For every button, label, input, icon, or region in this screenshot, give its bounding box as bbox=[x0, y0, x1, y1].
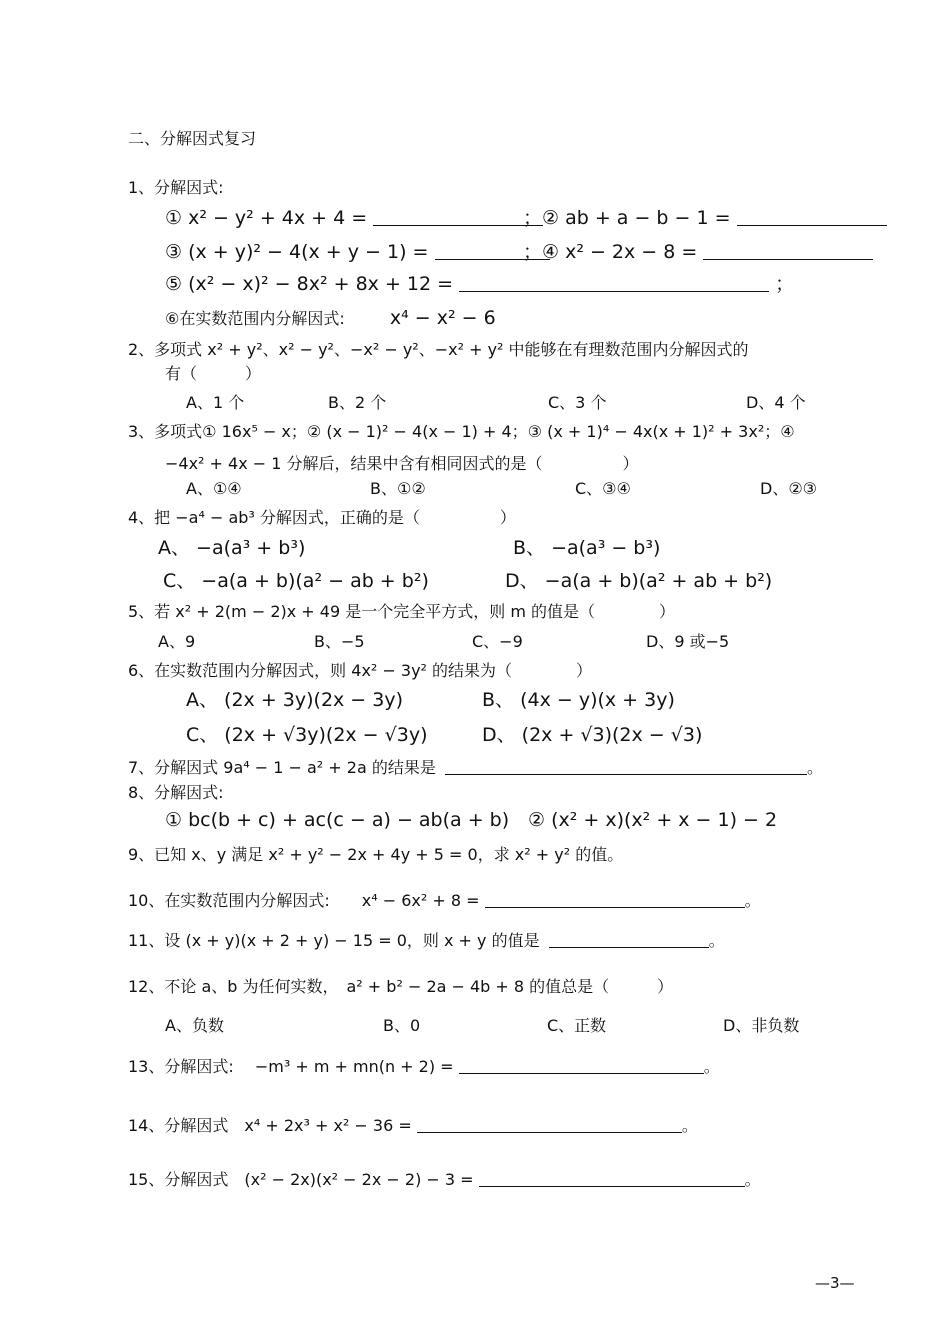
q7-end: 。 bbox=[806, 758, 823, 777]
q10-line bbox=[128, 889, 761, 913]
q15-end: 。 bbox=[744, 1170, 761, 1189]
q8-item-2: ② (x² + x)(x² + x − 1) − 2 bbox=[528, 809, 778, 831]
q1-lead: 1、分解因式: bbox=[128, 178, 224, 197]
q15-text: 15、分解因式 (x² − 2x)(x² − 2x − 2) − 3 = bbox=[128, 1170, 474, 1189]
answer-blank[interactable] bbox=[703, 241, 873, 260]
q2-line-2: 有（ ） bbox=[165, 364, 262, 383]
q14-line bbox=[128, 1114, 698, 1138]
q12-option-a: A、负数 bbox=[165, 1016, 224, 1035]
q11-line bbox=[128, 929, 725, 953]
answer-blank[interactable] bbox=[485, 889, 745, 908]
q6-option-a: A、 (2x + 3y)(2x − 3y) bbox=[186, 689, 404, 711]
q13-text: 13、分解因式: −m³ + m + mn(n + 2) = bbox=[128, 1057, 454, 1076]
q1-item-3 bbox=[165, 240, 550, 264]
q1-item-4 bbox=[523, 240, 873, 264]
q1-item-5-end: ； bbox=[775, 273, 795, 295]
q1-item-1 bbox=[165, 206, 543, 230]
q1-item-5 bbox=[165, 272, 794, 296]
q15-line bbox=[128, 1168, 761, 1192]
q1-item-2 bbox=[523, 206, 887, 230]
q11-text: 11、设 (x + y)(x + 2 + y) − 15 = 0，则 x + y 的值是 bbox=[128, 931, 540, 950]
q2-option-c: C、3 个 bbox=[548, 393, 607, 412]
q2-line-1: 2、多项式 x² + y²、x² − y²、−x² − y²、−x² + y² 中能够在有理数范围内分解因式的 bbox=[128, 340, 749, 359]
answer-blank[interactable] bbox=[373, 207, 543, 226]
q14-end: 。 bbox=[681, 1116, 698, 1135]
q8-item-1: ① bc(b + c) + ac(c − a) − ab(a + b) bbox=[165, 809, 510, 831]
q1-item-6-text: ⑥在实数范围内分解因式: bbox=[165, 309, 345, 328]
q9-line: 9、已知 x、y 满足 x² + y² − 2x + 4y + 5 = 0，求 x² + y² 的值。 bbox=[128, 845, 624, 864]
q4-option-d: D、 −a(a + b)(a² + ab + b²) bbox=[505, 570, 773, 592]
q3-option-d: D、②③ bbox=[760, 479, 818, 498]
q12-option-c: C、正数 bbox=[547, 1016, 607, 1035]
q12-option-b: B、0 bbox=[383, 1016, 421, 1035]
q10-end: 。 bbox=[744, 891, 761, 910]
q3-option-b: B、①② bbox=[370, 479, 426, 498]
q3-line-1: 3、多项式① 16x⁵ − x；② (x − 1)² − 4(x − 1) + 4；③ (x + 1)⁴ − 4x(x + 1)² + 3x²；④ bbox=[128, 422, 795, 441]
q6-option-c: C、 (2x + √3y)(2x − √3y) bbox=[186, 724, 428, 746]
answer-blank[interactable] bbox=[549, 929, 709, 948]
q13-end: 。 bbox=[703, 1057, 720, 1076]
q5-option-a: A、9 bbox=[158, 632, 196, 651]
q6-line-1: 6、在实数范围内分解因式，则 4x² − 3y² 的结果为（ ） bbox=[128, 661, 593, 680]
q11-end: 。 bbox=[708, 931, 725, 950]
q6-option-d: D、 (2x + √3)(2x − √3) bbox=[482, 724, 703, 746]
q6-option-b: B、 (4x − y)(x + 3y) bbox=[482, 689, 675, 711]
q1-item-5-expr: ⑤ (x² − x)² − 8x² + 8x + 12 = bbox=[165, 273, 454, 295]
q1-item-4-expr: ；④ x² − 2x − 8 = bbox=[523, 241, 698, 263]
answer-blank[interactable] bbox=[459, 1055, 704, 1074]
q3-line-2: −4x² + 4x − 1 分解后，结果中含有相同因式的是（ ） bbox=[165, 454, 639, 473]
q2-option-d: D、4 个 bbox=[746, 393, 806, 412]
q13-line bbox=[128, 1055, 720, 1079]
q14-text: 14、分解因式 x⁴ + 2x³ + x² − 36 = bbox=[128, 1116, 412, 1135]
q5-option-b: B、−5 bbox=[314, 632, 365, 651]
answer-blank[interactable] bbox=[737, 207, 887, 226]
q7-text: 7、分解因式 9a⁴ − 1 − a² + 2a 的结果是 bbox=[128, 758, 436, 777]
q3-option-a: A、①④ bbox=[186, 479, 242, 498]
q8-lead: 8、分解因式: bbox=[128, 783, 224, 802]
answer-blank[interactable] bbox=[479, 1168, 745, 1187]
section-title: 二、分解因式复习 bbox=[128, 129, 257, 148]
q4-line-1: 4、把 −a⁴ − ab³ 分解因式，正确的是（ ） bbox=[128, 508, 516, 527]
q4-option-b: B、 −a(a³ − b³) bbox=[513, 537, 661, 559]
q4-option-c: C、 −a(a + b)(a² − ab + b²) bbox=[163, 570, 429, 592]
page-number: —3— bbox=[815, 1274, 855, 1292]
q10-text: 10、在实数范围内分解因式: x⁴ − 6x² + 8 = bbox=[128, 891, 480, 910]
q12-option-d: D、非负数 bbox=[723, 1016, 800, 1035]
q12-line-1: 12、不论 a、b 为任何实数， a² + b² − 2a − 4b + 8 的值总是（ ） bbox=[128, 977, 674, 996]
answer-blank[interactable] bbox=[459, 273, 769, 292]
q1-item-3-expr: ③ (x + y)² − 4(x + y − 1) = bbox=[165, 241, 429, 263]
q1-item-6-expr: x⁴ − x² − 6 bbox=[389, 307, 496, 329]
q5-option-d: D、9 或−5 bbox=[646, 632, 730, 651]
q2-option-b: B、2 个 bbox=[328, 393, 387, 412]
q7-line bbox=[128, 756, 823, 780]
q5-option-c: C、−9 bbox=[472, 632, 523, 651]
q3-option-c: C、③④ bbox=[575, 479, 631, 498]
q1-item-1-expr: ① x² − y² + 4x + 4 = bbox=[165, 207, 368, 229]
q1-item-6 bbox=[165, 306, 496, 331]
q1-item-2-expr: ；② ab + a − b − 1 = bbox=[523, 207, 731, 229]
answer-blank[interactable] bbox=[417, 1114, 682, 1133]
q2-option-a: A、1 个 bbox=[186, 393, 245, 412]
q5-line-1: 5、若 x² + 2(m − 2)x + 49 是一个完全平方式，则 m 的值是（ ） bbox=[128, 602, 675, 621]
answer-blank[interactable] bbox=[445, 756, 807, 775]
q4-option-a: A、 −a(a³ + b³) bbox=[158, 537, 306, 559]
